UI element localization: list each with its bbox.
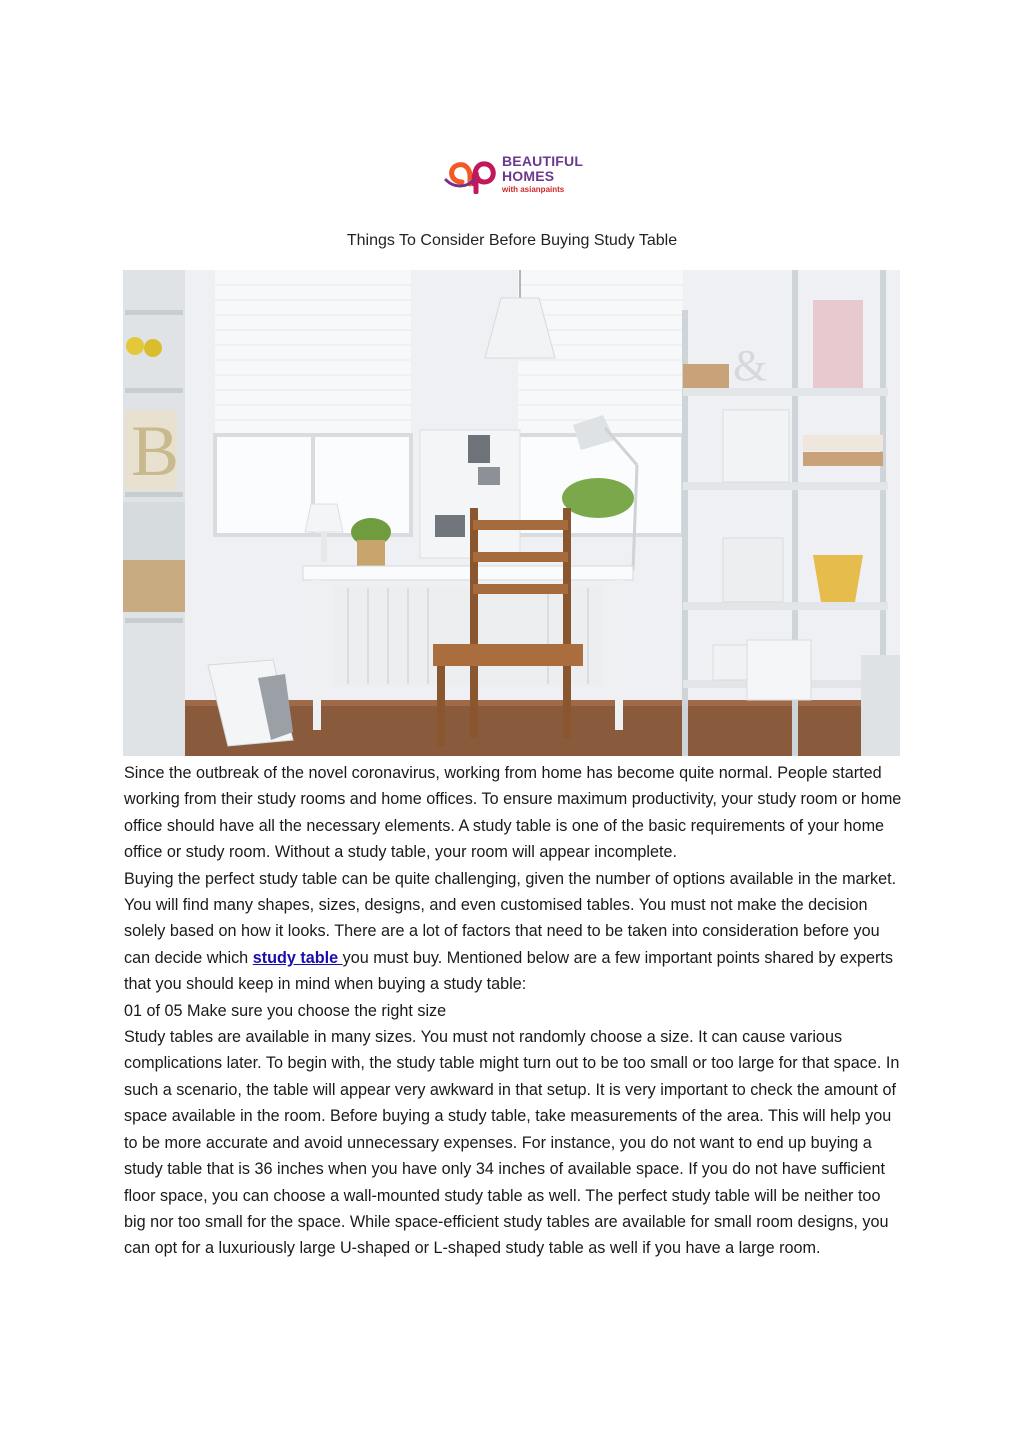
article-body (124, 760, 904, 1262)
asianpaints-ap-logo-icon (444, 154, 502, 194)
logo-line-beautiful: BEAUTIFUL (502, 153, 584, 169)
study-table-link[interactable]: study table (252, 948, 343, 967)
logo-line-homes: HOMES (502, 168, 555, 184)
hero-photo (123, 270, 900, 756)
paragraph-buying-text-start: Buying the perfect study table can be quite challenging, given the number of options available in the market. You will find many shapes, sizes, designs, and even customised tables. You must not make the decision solely based on how it looks. There are a lot of factors that need to be taken into consideration before you can decide which (124, 869, 897, 967)
svg-text:&: & (733, 341, 768, 390)
study-room-image (123, 270, 900, 756)
paragraph-buying (124, 866, 904, 998)
brand-logo (444, 152, 604, 202)
document-title: Things To Consider Before Buying Study Table (346, 232, 678, 249)
logo-line-asianpaints: with asianpaints (502, 185, 565, 194)
paragraph-intro: Since the outbreak of the novel coronavirus, working from home has become quite normal. People started working from their study rooms and home offices. To ensure maximum productivity, your study room or home office should have all the necessary elements. A study table is one of the basic requirements of your home office or study room. Without a study table, your room will appear incomplete. (124, 764, 902, 862)
svg-text:B: B (131, 411, 180, 491)
paragraph-size: Study tables are available in many sizes. You must not randomly choose a size. It can cause various complications later. To begin with, the study table might turn out to be too small or too large for that space. In such a scenario, the table will appear very awkward in that setup. It is very important to check the amount of space available in the room. Before buying a study table, take measurements of the area. This will help you to be more accurate and avoid unnecessary expenses. For instance, you do not want to end up buying a study table that is 36 inches when you have only 34 inches of available space. If you do not have sufficient floor space, you can choose a wall-mounted study table as well. The perfect study table will be neither too big nor too small for the space. While space-efficient study tables are available for small room designs, you can opt for a luxuriously large U-shaped or L-shaped study table as well if you have a large room. (124, 1028, 900, 1258)
logo-wordmark (502, 154, 583, 195)
paragraph-buying-text-end: you must buy. Mentioned below are a few important points shared by experts that you should keep in mind when buying a study table: (124, 948, 894, 994)
section-heading-size: 01 of 05 Make sure you choose the right size (124, 1001, 447, 1020)
